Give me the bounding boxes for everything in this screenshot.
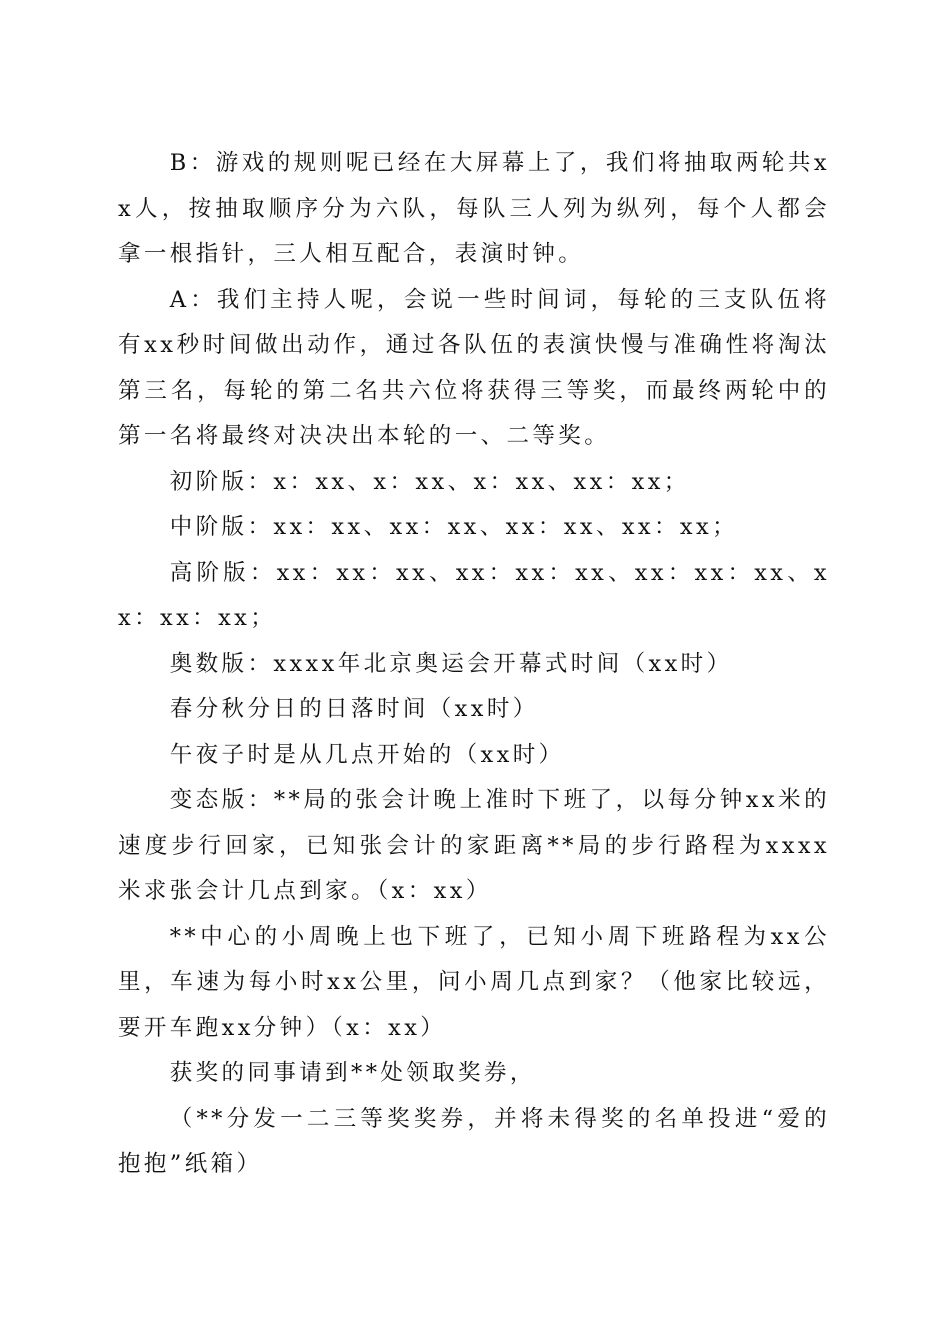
paragraph-equinox-sunset: 春分秋分日的日落时间（xx时） bbox=[169, 696, 539, 722]
paragraph-prize-distribution-note: （**分发一二三等奖奖券，并将未得奖的名单投进“爱的抱抱”纸箱） bbox=[118, 1105, 830, 1177]
paragraph-prize-collection: 获奖的同事请到**处领取奖券， bbox=[169, 1060, 536, 1086]
paragraph-advanced-level: 高阶版：xx：xx：xx、xx：xx：xx、xx：xx：xx、xx：xx：xx； bbox=[118, 559, 830, 631]
paragraph-host-explanation: A：我们主持人呢，会说一些时间词，每轮的三支队伍将有xx秒时间做出动作，通过各队伍的表演快慢与准确性将淘汰第三名，每轮的第二名共六位将获得三等奖，而最终两轮中的第一名将最终对决决出本轮的一、二等奖。 bbox=[118, 286, 830, 449]
paragraph-intermediate-level: 中阶版：xx：xx、xx：xx、xx：xx、xx：xx； bbox=[169, 514, 738, 540]
paragraph-extreme-level: 变态版：**局的张会计晚上准时下班了，以每分钟xx米的速度步行回家，已知张会计的家距离**局的步行路程为xxxx米求张会计几点到家。（x：xx） bbox=[118, 787, 830, 904]
paragraph-midnight-hour: 午夜子时是从几点开始的（xx时） bbox=[169, 741, 565, 768]
paragraph-game-rules: B：游戏的规则呢已经在大屏幕上了，我们将抽取两轮共xx人，按抽取顺序分为六队，每队三人列为纵列，每个人都会拿一根指针，三人相互配合，表演时钟。 bbox=[118, 150, 830, 267]
paragraph-beginner-level: 初阶版：x：xx、x：xx、x：xx、xx：xx； bbox=[169, 468, 690, 495]
paragraph-center-commute: **中心的小周晚上也下班了，已知小周下班路程为xx公里，车速为每小时xx公里，问小周几点到家？（他家比较远，要开车跑xx分钟）（x：xx） bbox=[118, 923, 830, 1041]
paragraph-olympiad-level: 奥数版：xxxx年北京奥运会开幕式时间（xx时） bbox=[169, 650, 733, 677]
document-body bbox=[118, 141, 830, 1188]
